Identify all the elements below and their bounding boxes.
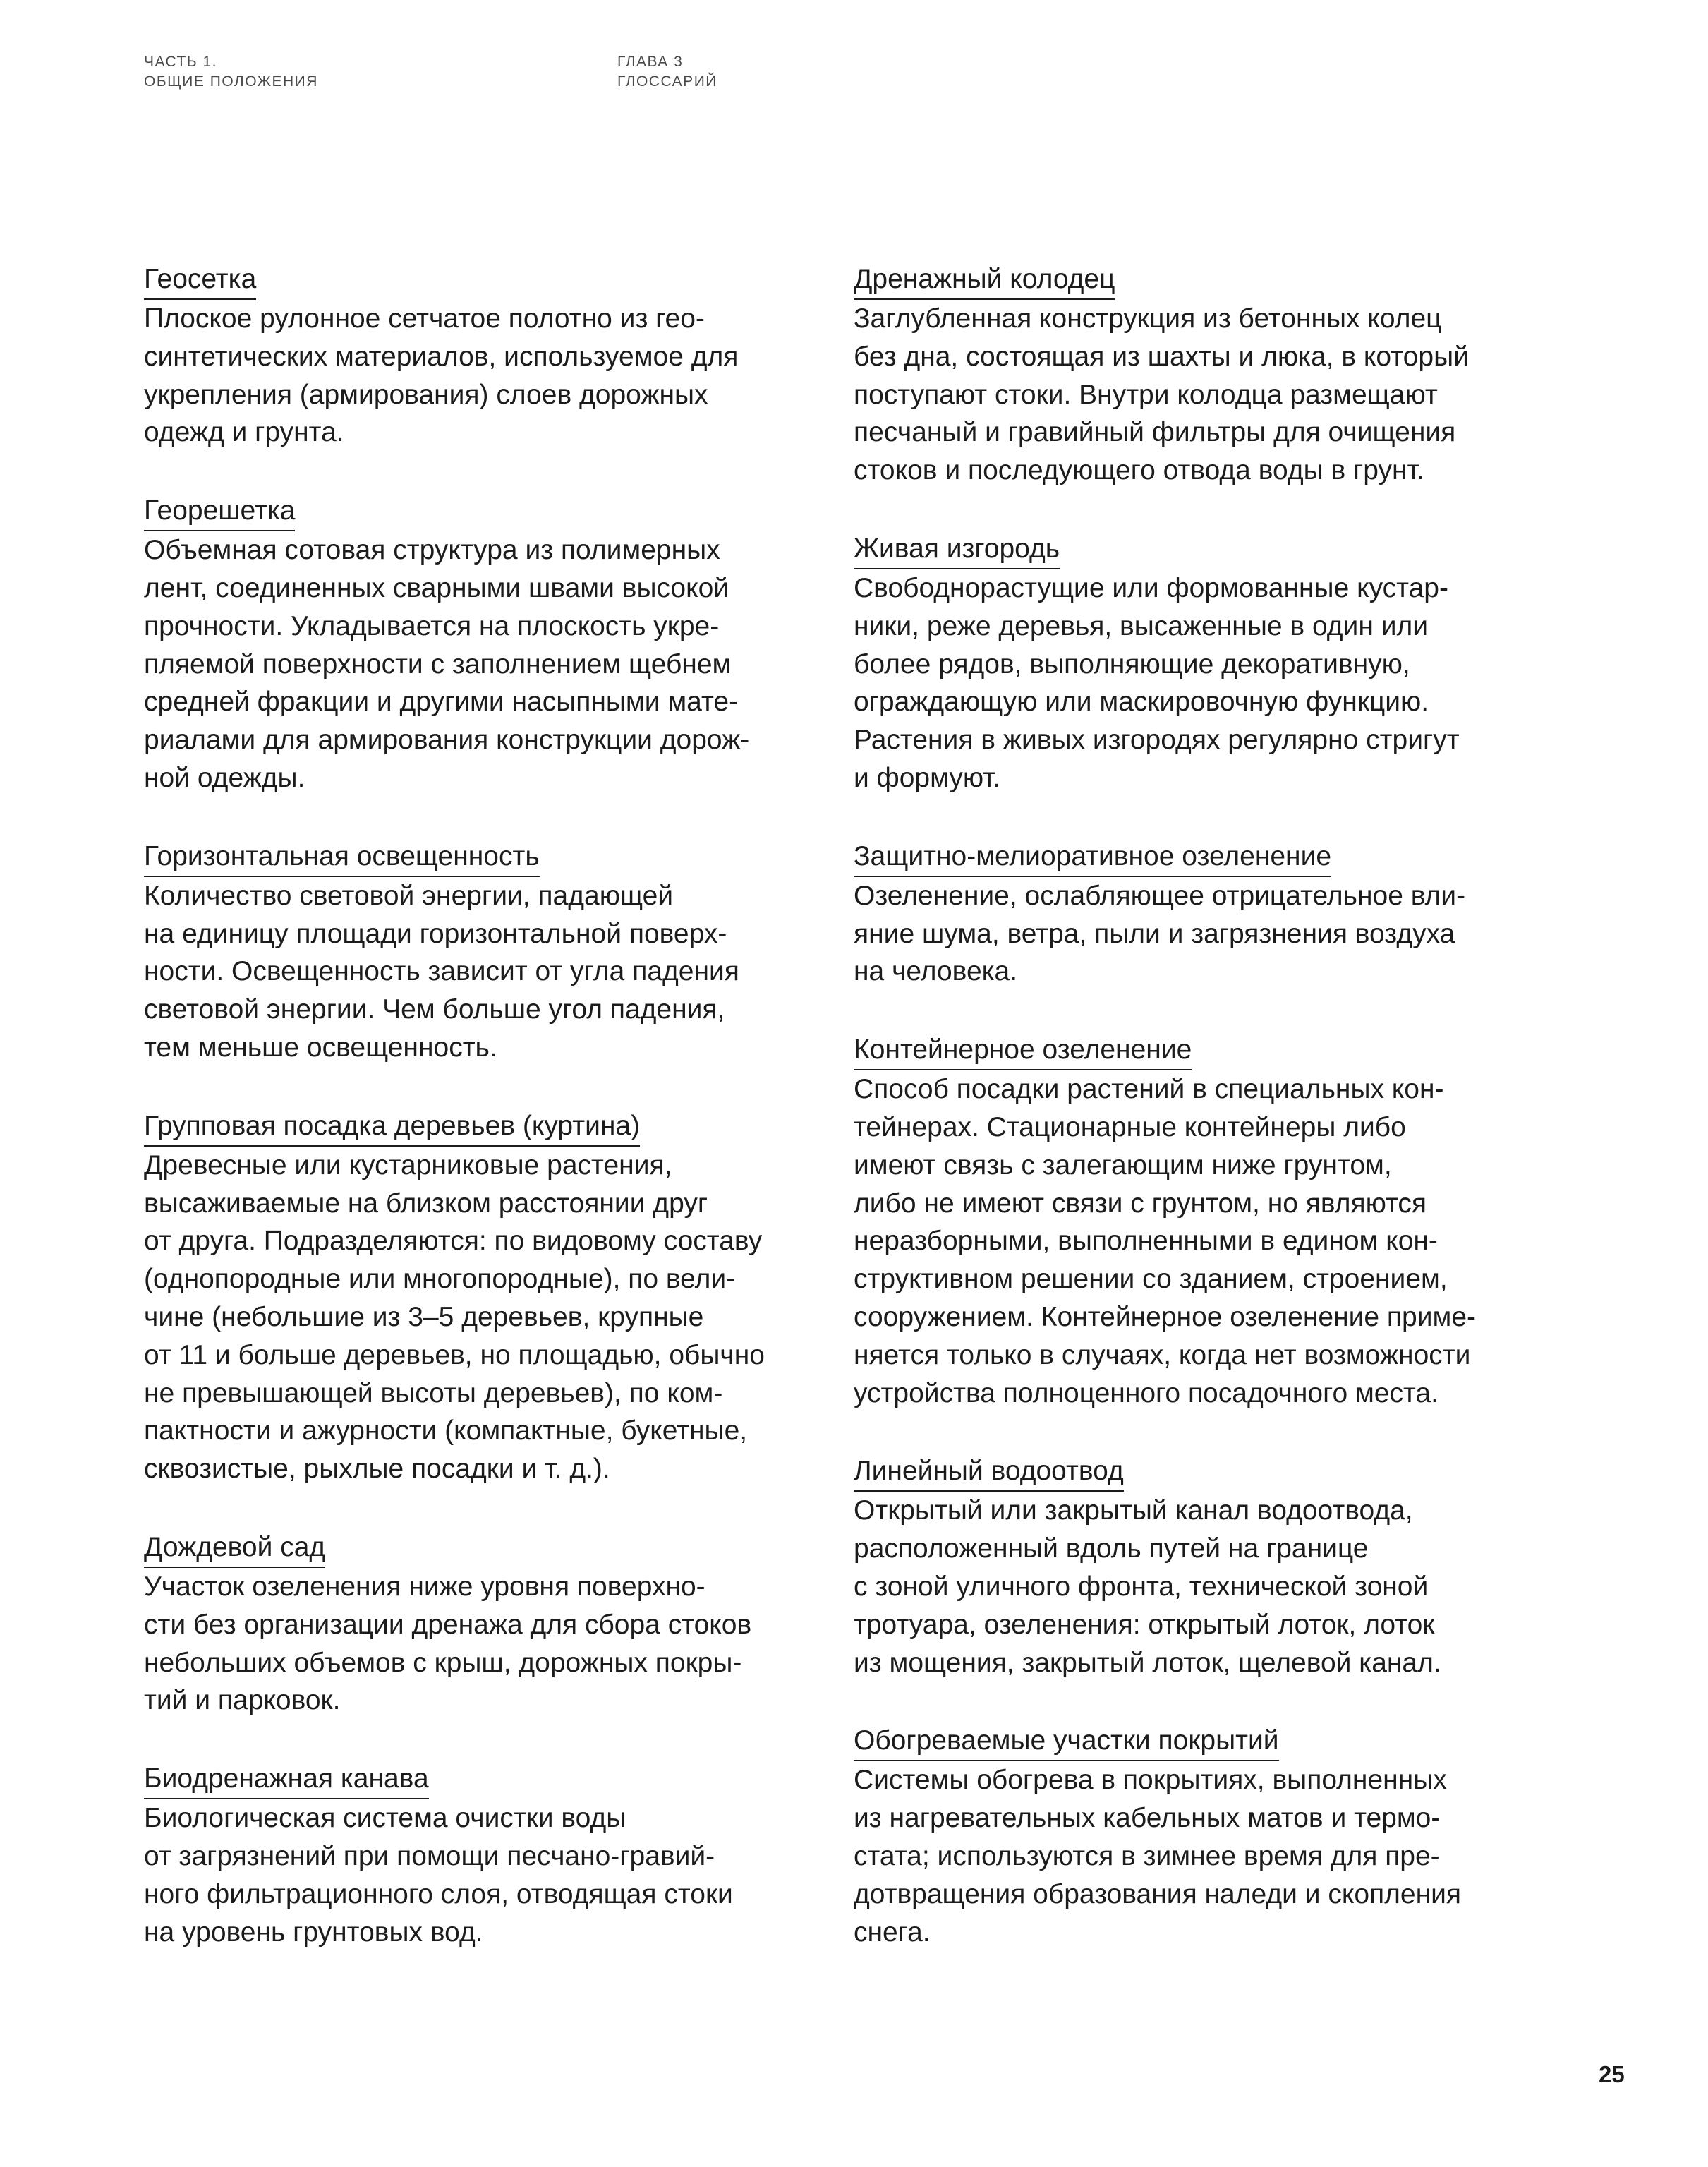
glossary-definition (144, 877, 835, 1067)
glossary-term: Дренажный колодец (854, 260, 1115, 300)
definition-line: Озеленение, ослабляющее отрицательное вли- (854, 880, 1466, 911)
definition-line: ности. Освещенность зависит от угла падения (144, 956, 739, 987)
glossary-entry (144, 492, 835, 797)
glossary-term: Геосетка (144, 260, 256, 300)
glossary-term: Защитно-мелиоративное озеленение (854, 838, 1331, 877)
glossary-definition (854, 1492, 1559, 1682)
definition-line: песчаный и гравийный фильтры для очищения (854, 417, 1456, 448)
definition-line: тем меньше освещенность. (144, 1032, 497, 1063)
definition-line: на человека. (854, 956, 1018, 987)
running-head-part-line: ЧАСТЬ 1. (144, 54, 217, 70)
definition-line: сквозистые, рыхлые посадки и т. д.). (144, 1454, 610, 1485)
definition-line: устройства полноценного посадочного места. (854, 1377, 1439, 1408)
definition-line: пляемой поверхности с заполнением щебнем (144, 648, 732, 680)
glossary-term: Биодренажная канава (144, 1760, 429, 1799)
definition-line: расположенный вдоль путей на границе (854, 1533, 1369, 1564)
glossary-definition (144, 1147, 835, 1488)
definition-line: тий и парковок. (144, 1685, 341, 1716)
glossary-definition (144, 1568, 835, 1720)
definition-line: небольших объемов с крыш, дорожных покры- (144, 1647, 742, 1678)
glossary-term: Контейнерное озеленение (854, 1031, 1192, 1070)
glossary-entry (854, 1452, 1559, 1682)
glossary-term: Дождевой сад (144, 1528, 325, 1568)
glossary-definition (144, 531, 835, 797)
definition-line: и формуют. (854, 762, 1000, 793)
definition-line: ограждающую или маскировочную функцию. (854, 687, 1429, 718)
definition-line: с зоной уличного фронта, технической зоной (854, 1571, 1429, 1602)
definition-line: на единицу площади горизонтальной поверх- (144, 918, 727, 949)
glossary-definition (144, 1799, 835, 1951)
definition-line: сооружением. Контейнерное озеленение приме- (854, 1301, 1476, 1332)
definition-line: не превышающей высоты деревьев), по ком- (144, 1377, 723, 1408)
definition-line: синтетических материалов, используемое для (144, 341, 739, 372)
definition-line: Биологическая система очистки воды (144, 1803, 626, 1834)
glossary-definition (854, 569, 1559, 797)
definition-line: Древесные или кустарниковые растения, (144, 1149, 672, 1181)
definition-line: риалами для армирования конструкции дорож- (144, 725, 750, 756)
glossary-definition (854, 300, 1559, 490)
definition-line: из мощения, закрытый лоток, щелевой канал. (854, 1647, 1441, 1678)
glossary-term: Линейный водоотвод (854, 1452, 1124, 1492)
definition-line: средней фракции и другими насыпными мате- (144, 687, 739, 718)
definition-line: от загрязнений при помощи песчано-гравий- (144, 1840, 715, 1871)
glossary-entry (144, 260, 835, 452)
definition-line: чине (небольшие из 3–5 деревьев, крупные (144, 1301, 704, 1332)
definition-line: из нагревательных кабельных матов и термо- (854, 1803, 1441, 1834)
definition-line: от друга. Подразделяются: по видовому составу (144, 1226, 763, 1257)
glossary-entry (854, 1031, 1559, 1412)
glossary-column-right (854, 260, 1559, 1991)
glossary-entry (854, 1722, 1559, 1951)
definition-line: Растения в живых изгородях регулярно стригут (854, 725, 1460, 756)
definition-line: Объемная сотовая структура из полимерных (144, 535, 720, 566)
definition-line: Плоское рулонное сетчатое полотно из гео- (144, 303, 705, 334)
definition-line: няется только в случаях, когда нет возможности (854, 1339, 1471, 1370)
glossary-definition (854, 1070, 1559, 1412)
glossary-term: Живая изгородь (854, 530, 1060, 569)
definition-line: имеют связь с залегающим ниже грунтом, (854, 1149, 1392, 1181)
definition-line: неразборными, выполненными в едином кон- (854, 1226, 1438, 1257)
definition-line: сти без организации дренажа для сбора стоков (144, 1609, 752, 1640)
definition-line: Открытый или закрытый канал водоотвода, (854, 1495, 1413, 1526)
definition-line: прочности. Укладывается на плоскость укре- (144, 610, 720, 641)
definition-line: снега. (854, 1917, 931, 1948)
definition-line: от 11 и больше деревьев, но площадью, обычно (144, 1339, 765, 1370)
definition-line: поступают стоки. Внутри колодца размещают (854, 379, 1438, 410)
definition-line: Количество световой энергии, падающей (144, 880, 674, 911)
glossary-entry (144, 1760, 835, 1951)
definition-line: на уровень грунтовых вод. (144, 1917, 483, 1948)
definition-line: световой энергии. Чем больше угол падения, (144, 994, 725, 1025)
definition-line: укрепления (армирования) слоев дорожных (144, 379, 708, 410)
definition-line: Участок озеленения ниже уровня поверхно- (144, 1571, 705, 1602)
running-head-part-line: ОБЩИЕ ПОЛОЖЕНИЯ (144, 73, 318, 90)
definition-line: одежд и грунта. (144, 417, 344, 448)
definition-line: тротуара, озеленения: открытый лоток, лоток (854, 1609, 1435, 1640)
definition-line: лент, соединенных сварными швами высокой (144, 572, 729, 603)
glossary-term: Обогреваемые участки покрытий (854, 1722, 1279, 1761)
glossary-term: Горизонтальная освещенность (144, 838, 540, 877)
glossary-definition (144, 300, 835, 452)
glossary-term: Георешетка (144, 492, 295, 531)
glossary-definition (854, 1761, 1559, 1951)
definition-line: стата; используются в зимнее время для пре- (854, 1840, 1440, 1871)
glossary-entry (144, 1107, 835, 1488)
definition-line: более рядов, выполняющие декоративную, (854, 648, 1410, 680)
glossary-entry (144, 838, 835, 1067)
definition-line: Свободнорастущие или формованные кустар- (854, 572, 1448, 603)
definition-line: ники, реже деревья, высаженные в один или (854, 610, 1429, 641)
glossary-entry (854, 838, 1559, 991)
definition-line: высаживаемые на близком расстоянии друг (144, 1188, 708, 1219)
running-head-chapter-line: ГЛАВА 3 (617, 54, 684, 70)
definition-line: ного фильтрационного слоя, отводящая стоки (144, 1878, 733, 1909)
definition-line: стоков и последующего отвода воды в грунт. (854, 455, 1424, 486)
definition-line: тейнерах. Стационарные контейнеры либо (854, 1111, 1406, 1142)
running-head-chapter-line: ГЛОССАРИЙ (617, 73, 717, 90)
definition-line: Способ посадки растений в специальных кон- (854, 1074, 1444, 1105)
definition-line: дотвращения образования наледи и скопления (854, 1878, 1462, 1909)
glossary-definition (854, 877, 1559, 991)
running-head-part (144, 52, 318, 92)
definition-line: яние шума, ветра, пыли и загрязнения воздуха (854, 918, 1455, 949)
definition-line: структивном решении со зданием, строением, (854, 1264, 1448, 1295)
definition-line: (однопородные или многопородные), по вели- (144, 1264, 736, 1295)
definition-line: Заглубленная конструкция из бетонных колец (854, 303, 1442, 334)
page-number: 25 (1599, 2061, 1625, 2087)
definition-line: либо не имеют связи с грунтом, но являются (854, 1188, 1427, 1219)
definition-line: Системы обогрева в покрытиях, выполненных (854, 1765, 1447, 1796)
glossary-entry (854, 530, 1559, 797)
running-head-chapter (617, 52, 717, 92)
glossary-column-left (144, 260, 835, 1991)
definition-line: ной одежды. (144, 762, 305, 793)
definition-line: без дна, состоящая из шахты и люка, в который (854, 341, 1469, 372)
definition-line: пактности и ажурности (компактные, букетные, (144, 1416, 748, 1447)
glossary-entry (854, 260, 1559, 490)
glossary-entry (144, 1528, 835, 1720)
glossary-term: Групповая посадка деревьев (куртина) (144, 1107, 640, 1147)
